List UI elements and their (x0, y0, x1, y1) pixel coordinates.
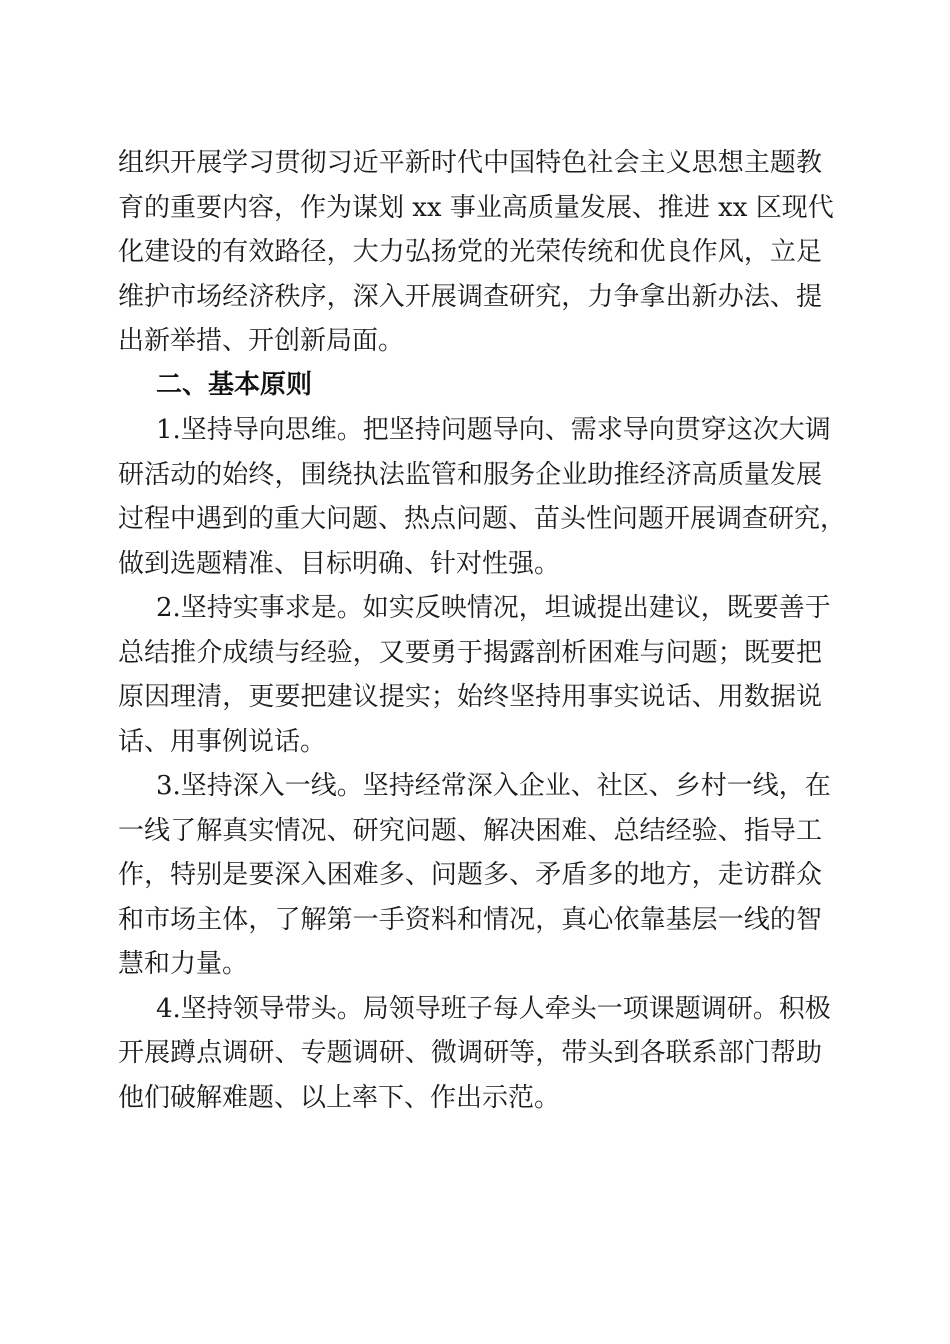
principle-3-line-3: 作，特别是要深入困难多、问题多、矛盾多的地方，走访群众 (118, 860, 822, 890)
principle-1-line-1: 1.坚持导向思维。把坚持问题导向、需求导向贯穿这次大调 (156, 415, 831, 445)
principle-2-line-1: 2.坚持实事求是。如实反映情况，坦诚提出建议，既要善于 (156, 593, 831, 623)
principle-3-line-4: 和市场主体，了解第一手资料和情况，真心依靠基层一线的智 (118, 905, 822, 935)
principle-4-line-3: 他们破解难题、以上率下、作出示范。 (118, 1083, 561, 1113)
intro-line-3: 化建设的有效路径，大力弘扬党的光荣传统和优良作风，立足 (118, 237, 822, 267)
principle-4-line-1: 4.坚持领导带头。局领导班子每人牵头一项课题调研。积极 (156, 994, 831, 1024)
intro-line-1: 组织开展学习贯彻习近平新时代中国特色社会主义思想主题教 (118, 148, 822, 178)
principle-3-line-1: 3.坚持深入一线。坚持经常深入企业、社区、乡村一线，在 (156, 771, 831, 801)
principle-1-line-4: 做到选题精准、目标明确、针对性强。 (118, 549, 561, 579)
principle-2-line-2: 总结推介成绩与经验，又要勇于揭露剖析困难与问题；既要把 (118, 638, 822, 668)
intro-line-5: 出新举措、开创新局面。 (118, 326, 405, 356)
section-heading: 二、基本原则 (156, 370, 313, 400)
principle-3-line-5: 慧和力量。 (118, 949, 249, 979)
principle-1-line-3: 过程中遇到的重大问题、热点问题、苗头性问题开展调查研究， (118, 504, 847, 534)
intro-line-2: 育的重要内容，作为谋划 xx 事业高质量发展、推进 xx 区现代 (118, 193, 834, 223)
principle-1-line-2: 研活动的始终，围绕执法监管和服务企业助推经济高质量发展 (118, 460, 822, 490)
principle-2-line-4: 话、用事例说话。 (118, 727, 327, 757)
principle-3-line-2: 一线了解真实情况、研究问题、解决困难、总结经验、指导工 (118, 816, 822, 846)
intro-line-4: 维护市场经济秩序，深入开展调查研究，力争拿出新办法、提 (118, 282, 822, 312)
principle-4-line-2: 开展蹲点调研、专题调研、微调研等，带头到各联系部门帮助 (118, 1038, 822, 1068)
principle-2-line-3: 原因理清，更要把建议提实；始终坚持用事实说话、用数据说 (118, 682, 822, 712)
